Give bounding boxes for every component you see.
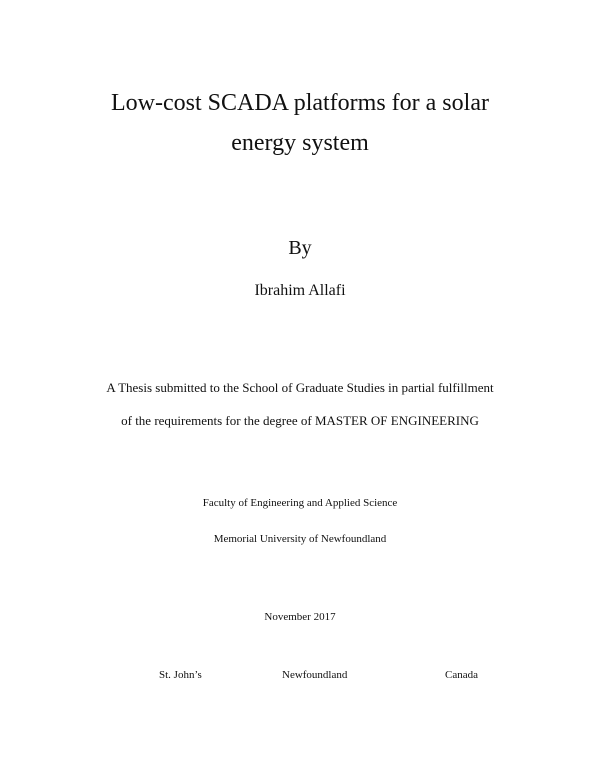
author-name: Ibrahim Allafi [254, 282, 346, 299]
location-country: Canada [445, 669, 478, 681]
submission-date: November 2017 [264, 611, 336, 623]
faculty-name: Faculty of Engineering and Applied Science [202, 497, 398, 509]
by-label: By [288, 237, 312, 259]
thesis-title-line-1: Low-cost SCADA platforms for a solar [111, 90, 489, 116]
thesis-statement-line-2: of the requirements for the degree of MASTER OF ENGINEERING [121, 413, 479, 428]
thesis-title-line-2: energy system [231, 130, 369, 156]
location-city: St. John’s [159, 669, 202, 681]
location-province: Newfoundland [282, 669, 348, 681]
university-name: Memorial University of Newfoundland [213, 533, 387, 545]
thesis-statement-line-1: A Thesis submitted to the School of Graduate Studies in partial fulfillment [106, 380, 494, 395]
